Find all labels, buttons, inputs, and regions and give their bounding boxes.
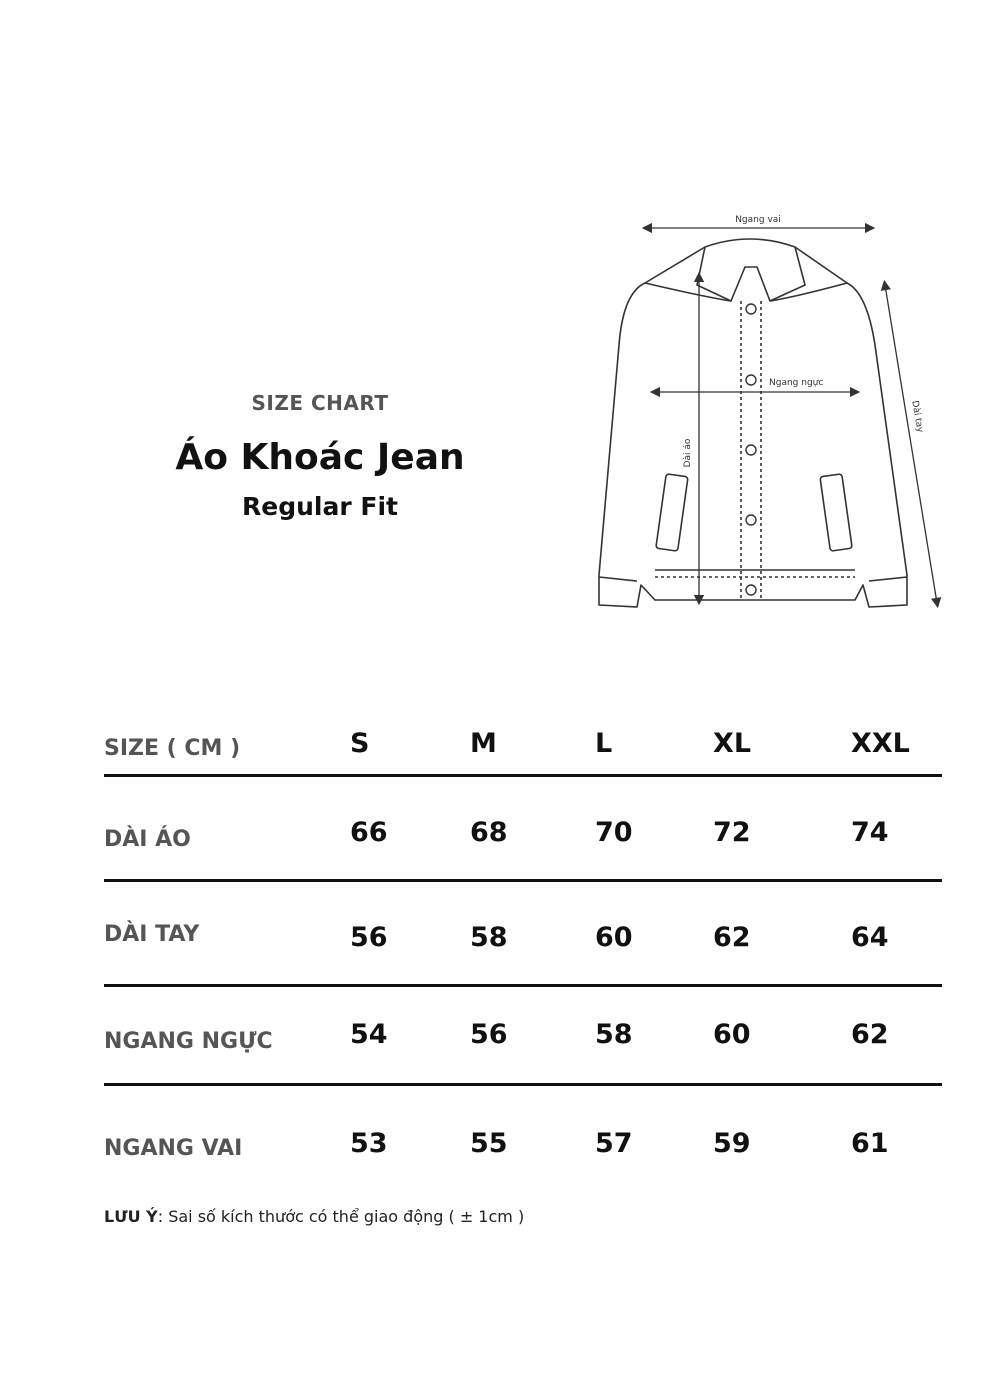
label-shoulder: Ngang vai <box>735 215 781 225</box>
label-sleeve: Dài tay <box>909 399 925 434</box>
table-cell: 60 <box>713 1019 751 1050</box>
row-label: NGANG VAI <box>104 1136 243 1161</box>
row-label: DÀI TAY <box>104 922 200 947</box>
table-row <box>104 777 942 879</box>
row-label: NGANG NGỰC <box>104 1029 273 1054</box>
table-cell: 54 <box>350 1019 388 1050</box>
table-cell: 74 <box>851 817 889 848</box>
table-cell: 60 <box>595 922 633 953</box>
table-cell: 59 <box>713 1128 751 1159</box>
table-cell: 58 <box>470 922 508 953</box>
table-cell: 56 <box>470 1019 508 1050</box>
sleeve-arrow <box>885 285 937 603</box>
table-cell: 62 <box>713 922 751 953</box>
size-header-m: M <box>470 728 497 759</box>
row-label: DÀI ÁO <box>104 827 191 852</box>
table-cell: 57 <box>595 1128 633 1159</box>
table-cell: 55 <box>470 1128 508 1159</box>
size-table <box>104 716 942 1196</box>
header-block <box>140 385 500 521</box>
size-header-s: S <box>350 728 370 759</box>
table-cell: 53 <box>350 1128 388 1159</box>
jacket-collar <box>697 239 805 301</box>
table-cell: 68 <box>470 817 508 848</box>
table-row <box>104 882 942 984</box>
jacket-diagram <box>585 205 955 625</box>
label-length: Dài áo <box>683 438 693 468</box>
page-subtitle: Regular Fit <box>242 492 398 521</box>
table-row <box>104 1086 942 1196</box>
label-chest: Ngang ngực <box>769 378 824 388</box>
table-cell: 66 <box>350 817 388 848</box>
size-note <box>104 1207 524 1226</box>
size-header-l: L <box>595 728 613 759</box>
table-header-row <box>104 716 942 774</box>
table-cell: 62 <box>851 1019 889 1050</box>
table-cell: 61 <box>851 1128 889 1159</box>
table-cell: 58 <box>595 1019 633 1050</box>
table-header-label: SIZE ( CM ) <box>104 736 241 761</box>
size-header-xl: XL <box>713 728 752 759</box>
note-prefix: LƯU Ý <box>104 1207 158 1226</box>
table-cell: 72 <box>713 817 751 848</box>
table-cell: 56 <box>350 922 388 953</box>
table-cell: 64 <box>851 922 889 953</box>
table-cell: 70 <box>595 817 633 848</box>
page-title: Áo Khoác Jean <box>175 437 465 478</box>
table-row <box>104 987 942 1083</box>
jacket-body-outline <box>599 247 907 607</box>
note-text: : Sai số kích thước có thể giao động ( ± 1cm ) <box>157 1207 525 1226</box>
eyebrow-label: SIZE CHART <box>251 391 389 415</box>
size-header-xxl: XXL <box>851 728 910 759</box>
